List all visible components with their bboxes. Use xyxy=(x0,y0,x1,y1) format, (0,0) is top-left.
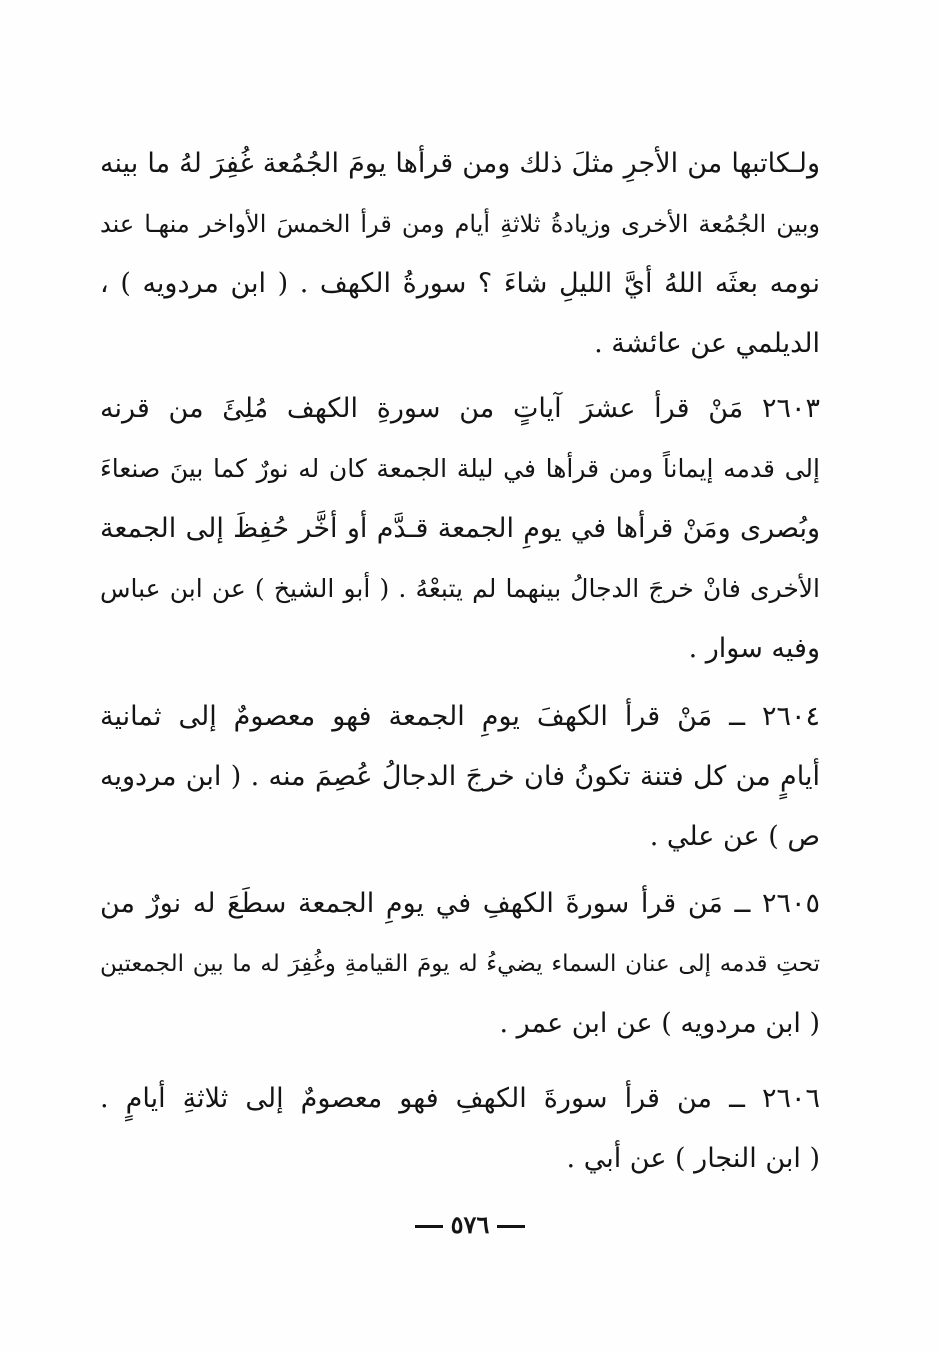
text-line: ( ابن مردويه ) عن ابن عمر . xyxy=(499,1008,820,1039)
text-line: ( ابن النجار ) عن أبي . xyxy=(566,1143,820,1174)
text-line: ٢٦٠٣ مَنْ قرأ عشرَ آياتٍ من سورةِ الكهف مُلِئَ من قرنه xyxy=(100,393,820,424)
page-footer xyxy=(0,1205,940,1245)
text-line: وفيه سوار . xyxy=(688,633,820,664)
text-line: وبين الجُمُعة الأخرى وزيادةُ ثلاثةِ أيام ومن قرأ الخمسَ الأواخر منهـا عند xyxy=(100,210,820,238)
text-line: إلى قدمه إيماناً ومن قرأها في ليلة الجمعة كان له نورٌ كما بينَ صنعاءَ xyxy=(100,454,820,483)
text-line: الديلمي عن عائشة . xyxy=(594,328,820,359)
text-line: ٢٦٠٦ ــ من قرأ سورةَ الكهفِ فهو معصومٌ إلى ثلاثةِ أيامٍ . xyxy=(100,1083,820,1114)
text-line: وبُصرى ومَنْ قرأها في يومِ الجمعة قـدَّم أو أخَّر حُفِظَ إلى الجمعة xyxy=(100,513,820,544)
text-line: ٢٦٠٥ ــ مَن قرأ سورةَ الكهفِ في يومِ الجمعة سطَعَ له نورٌ من xyxy=(100,888,820,919)
text-line: أيامٍ من كل فتنة تكونُ فان خرجَ الدجالُ عُصِمَ منه . ( ابن مردويه xyxy=(100,761,820,792)
text-line: ولـكاتبها من الأجرِ مثلَ ذلك ومن قرأها يومَ الجُمُعة غُفِرَ لهُ ما بينه xyxy=(100,148,820,179)
right-dash xyxy=(415,1225,443,1228)
page-number: ٥٧٦ xyxy=(450,1210,490,1239)
text-line: نومه بعثَه اللهُ أيَّ الليلِ شاءَ ؟ سورةُ الكهف . ( ابن مردويه ) ، xyxy=(100,268,820,299)
left-dash xyxy=(497,1225,525,1228)
text-line: الأخرى فانْ خرجَ الدجالُ بينهما لم يتبعْهُ . ( أبو الشيخ ) عن ابن عباس xyxy=(100,574,820,603)
text-line: تحتِ قدمه إلى عنان السماء يضيءُ له يومَ القيامةِ وغُفِرَ له ما بين الجمعتين xyxy=(100,951,820,977)
text-line: ص ) عن علي . xyxy=(649,821,820,852)
text-line: ٢٦٠٤ ــ مَنْ قرأ الكهفَ يومِ الجمعة فهو معصومٌ إلى ثمانية xyxy=(100,701,820,732)
